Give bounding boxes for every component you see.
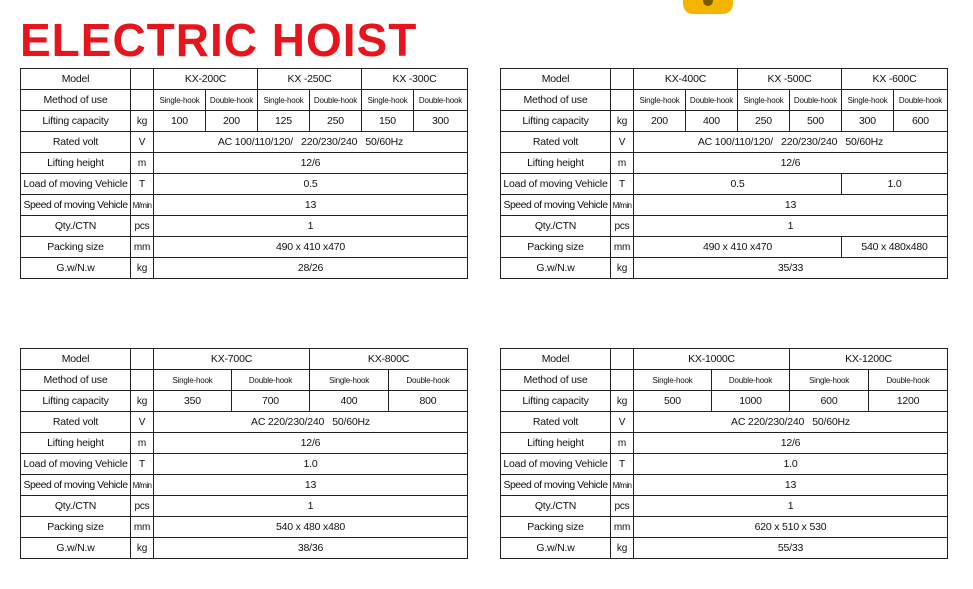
unit: kg <box>131 111 154 132</box>
row-label-volt: Rated volt <box>501 412 611 433</box>
table-row <box>21 433 468 454</box>
table-row <box>501 538 948 559</box>
volt-value: AC 220/230/240 50/60Hz <box>634 412 948 433</box>
hook-type: Single-hook <box>634 90 686 111</box>
model-name: KX -300C <box>362 69 468 90</box>
unit: kg <box>611 538 634 559</box>
model-name: KX-1200C <box>790 349 948 370</box>
page-title: ELECTRIC HOIST <box>20 14 418 66</box>
table-row <box>21 174 468 195</box>
gw-value: 38/36 <box>154 538 468 559</box>
capacity-value: 600 <box>894 111 948 132</box>
table-row <box>21 349 468 370</box>
table-row <box>501 412 948 433</box>
capacity-value: 500 <box>634 391 712 412</box>
table-row <box>501 391 948 412</box>
unit: m <box>131 433 154 454</box>
unit: mm <box>131 237 154 258</box>
load-value: 1.0 <box>842 174 948 195</box>
table-row <box>21 195 468 216</box>
spec-table-kx-400c-600c <box>500 68 948 279</box>
table-row <box>501 69 948 90</box>
load-value: 1.0 <box>634 454 948 475</box>
model-name: KX -500C <box>738 69 842 90</box>
gw-value: 35/33 <box>634 258 948 279</box>
row-label-volt: Rated volt <box>501 132 611 153</box>
table-row <box>501 496 948 517</box>
model-name: KX-1000C <box>634 349 790 370</box>
hook-type: Single-hook <box>634 370 712 391</box>
packing-value: 490 x 410 x470 <box>154 237 468 258</box>
capacity-value: 100 <box>154 111 206 132</box>
table-row <box>501 237 948 258</box>
row-label-method: Method of use <box>501 90 611 111</box>
row-label-speed: Speed of moving Vehicle <box>21 195 131 216</box>
table-row <box>501 258 948 279</box>
hook-type: Double-hook <box>686 90 738 111</box>
table-row <box>21 496 468 517</box>
row-label-capacity: Lifting capacity <box>21 391 131 412</box>
packing-value: 540 x 480x480 <box>842 237 948 258</box>
table-row <box>21 517 468 538</box>
row-label-packing: Packing size <box>21 237 131 258</box>
qty-value: 1 <box>154 496 468 517</box>
row-label-qty: Qty./CTN <box>501 216 611 237</box>
row-label-capacity: Lifting capacity <box>501 111 611 132</box>
capacity-value: 1000 <box>712 391 790 412</box>
row-label-model: Model <box>501 349 611 370</box>
unit: kg <box>611 111 634 132</box>
table-row <box>501 111 948 132</box>
speed-value: 13 <box>154 475 468 496</box>
hook-type: Double-hook <box>712 370 790 391</box>
row-label-model: Model <box>501 69 611 90</box>
model-name: KX -250C <box>258 69 362 90</box>
unit: V <box>611 412 634 433</box>
unit: T <box>131 454 154 475</box>
hook-type: Double-hook <box>414 90 468 111</box>
unit: mm <box>611 237 634 258</box>
row-label-packing: Packing size <box>21 517 131 538</box>
table-row <box>501 517 948 538</box>
unit: V <box>131 132 154 153</box>
table-row <box>501 349 948 370</box>
unit: M/min <box>611 195 634 216</box>
row-label-speed: Speed of moving Vehicle <box>21 475 131 496</box>
hook-type: Single-hook <box>154 90 206 111</box>
table-row <box>21 216 468 237</box>
capacity-value: 500 <box>790 111 842 132</box>
capacity-value: 250 <box>738 111 790 132</box>
table-row <box>21 258 468 279</box>
table-row <box>501 216 948 237</box>
unit: T <box>131 174 154 195</box>
height-value: 12/6 <box>154 433 468 454</box>
hook-type: Single-hook <box>842 90 894 111</box>
hook-type: Double-hook <box>206 90 258 111</box>
table-row <box>21 153 468 174</box>
row-label-gw: G.w/N.w <box>501 538 611 559</box>
capacity-value: 125 <box>258 111 310 132</box>
qty-value: 1 <box>634 216 948 237</box>
row-label-packing: Packing size <box>501 237 611 258</box>
load-value: 1.0 <box>154 454 468 475</box>
table-row <box>501 174 948 195</box>
unit: kg <box>131 391 154 412</box>
table-row <box>21 90 468 111</box>
row-label-qty: Qty./CTN <box>21 496 131 517</box>
row-label-load: Load of moving Vehicle <box>501 454 611 475</box>
unit: pcs <box>611 216 634 237</box>
hook-type: Double-hook <box>894 90 948 111</box>
load-value: 0.5 <box>634 174 842 195</box>
unit: M/min <box>131 475 154 496</box>
packing-value: 490 x 410 x470 <box>634 237 842 258</box>
unit: V <box>131 412 154 433</box>
hook-type: Single-hook <box>258 90 310 111</box>
unit: V <box>611 132 634 153</box>
row-label-method: Method of use <box>21 90 131 111</box>
height-value: 12/6 <box>634 153 948 174</box>
row-label-capacity: Lifting capacity <box>21 111 131 132</box>
height-value: 12/6 <box>634 433 948 454</box>
hook-type: Double-hook <box>310 90 362 111</box>
unit: kg <box>131 258 154 279</box>
unit: mm <box>611 517 634 538</box>
hook-type: Double-hook <box>790 90 842 111</box>
row-label-load: Load of moving Vehicle <box>21 454 131 475</box>
row-label-speed: Speed of moving Vehicle <box>501 475 611 496</box>
table-row <box>501 370 948 391</box>
row-label-qty: Qty./CTN <box>21 216 131 237</box>
row-label-height: Lifting height <box>501 153 611 174</box>
hook-type: Single-hook <box>790 370 869 391</box>
volt-value: AC 100/110/120/ 220/230/240 50/60Hz <box>634 132 948 153</box>
hook-type: Single-hook <box>738 90 790 111</box>
hook-type: Double-hook <box>869 370 948 391</box>
table-row <box>21 475 468 496</box>
capacity-value: 200 <box>206 111 258 132</box>
row-label-model: Model <box>21 349 131 370</box>
table-row <box>501 132 948 153</box>
hook-type: Double-hook <box>389 370 468 391</box>
capacity-value: 250 <box>310 111 362 132</box>
speed-value: 13 <box>634 195 948 216</box>
unit: kg <box>611 258 634 279</box>
unit: pcs <box>611 496 634 517</box>
hook-type: Double-hook <box>232 370 310 391</box>
row-label-qty: Qty./CTN <box>501 496 611 517</box>
table-row <box>21 370 468 391</box>
unit: m <box>611 433 634 454</box>
row-label-height: Lifting height <box>21 433 131 454</box>
capacity-value: 1200 <box>869 391 948 412</box>
capacity-value: 400 <box>310 391 389 412</box>
table-row <box>21 412 468 433</box>
volt-value: AC 100/110/120/ 220/230/240 50/60Hz <box>154 132 468 153</box>
row-label-model: Model <box>21 69 131 90</box>
table-row <box>21 237 468 258</box>
unit: T <box>611 174 634 195</box>
row-label-packing: Packing size <box>501 517 611 538</box>
table-row <box>501 475 948 496</box>
model-name: KX-700C <box>154 349 310 370</box>
speed-value: 13 <box>154 195 468 216</box>
model-name: KX -600C <box>842 69 948 90</box>
load-value: 0.5 <box>154 174 468 195</box>
capacity-value: 400 <box>686 111 738 132</box>
unit: kg <box>611 391 634 412</box>
packing-value: 540 x 480 x480 <box>154 517 468 538</box>
gw-value: 55/33 <box>634 538 948 559</box>
spec-table-kx-700c-800c <box>20 348 468 559</box>
table-row <box>21 538 468 559</box>
table-row <box>21 132 468 153</box>
unit: T <box>611 454 634 475</box>
row-label-load: Load of moving Vehicle <box>21 174 131 195</box>
spec-table-kx-200c-300c <box>20 68 468 279</box>
table-row <box>21 391 468 412</box>
row-label-volt: Rated volt <box>21 132 131 153</box>
hook-type: Single-hook <box>154 370 232 391</box>
unit: M/min <box>611 475 634 496</box>
volt-value: AC 220/230/240 50/60Hz <box>154 412 468 433</box>
unit: M/min <box>131 195 154 216</box>
speed-value: 13 <box>634 475 948 496</box>
capacity-value: 350 <box>154 391 232 412</box>
model-name: KX-800C <box>310 349 468 370</box>
capacity-value: 200 <box>634 111 686 132</box>
row-label-gw: G.w/N.w <box>21 258 131 279</box>
spec-table-kx-1000c-1200c <box>500 348 948 559</box>
qty-value: 1 <box>634 496 948 517</box>
hook-type: Single-hook <box>310 370 389 391</box>
table-row <box>21 454 468 475</box>
model-name: KX-200C <box>154 69 258 90</box>
unit: m <box>131 153 154 174</box>
unit: kg <box>131 538 154 559</box>
table-row <box>21 69 468 90</box>
row-label-load: Load of moving Vehicle <box>501 174 611 195</box>
row-label-method: Method of use <box>501 370 611 391</box>
table-row <box>501 195 948 216</box>
row-label-volt: Rated volt <box>21 412 131 433</box>
unit: pcs <box>131 216 154 237</box>
hook-type: Single-hook <box>362 90 414 111</box>
unit: mm <box>131 517 154 538</box>
row-label-capacity: Lifting capacity <box>501 391 611 412</box>
capacity-value: 300 <box>842 111 894 132</box>
packing-value: 620 x 510 x 530 <box>634 517 948 538</box>
capacity-value: 300 <box>414 111 468 132</box>
table-row <box>501 433 948 454</box>
row-label-gw: G.w/N.w <box>21 538 131 559</box>
model-name: KX-400C <box>634 69 738 90</box>
gw-value: 28/26 <box>154 258 468 279</box>
height-value: 12/6 <box>154 153 468 174</box>
capacity-value: 700 <box>232 391 310 412</box>
qty-value: 1 <box>154 216 468 237</box>
row-label-speed: Speed of moving Vehicle <box>501 195 611 216</box>
table-row <box>21 111 468 132</box>
row-label-gw: G.w/N.w <box>501 258 611 279</box>
table-row <box>501 153 948 174</box>
capacity-value: 600 <box>790 391 869 412</box>
unit: m <box>611 153 634 174</box>
capacity-value: 150 <box>362 111 414 132</box>
unit: pcs <box>131 496 154 517</box>
table-row <box>501 90 948 111</box>
row-label-height: Lifting height <box>21 153 131 174</box>
row-label-height: Lifting height <box>501 433 611 454</box>
brand-logo-fragment <box>683 0 733 14</box>
row-label-method: Method of use <box>21 370 131 391</box>
table-row <box>501 454 948 475</box>
capacity-value: 800 <box>389 391 468 412</box>
